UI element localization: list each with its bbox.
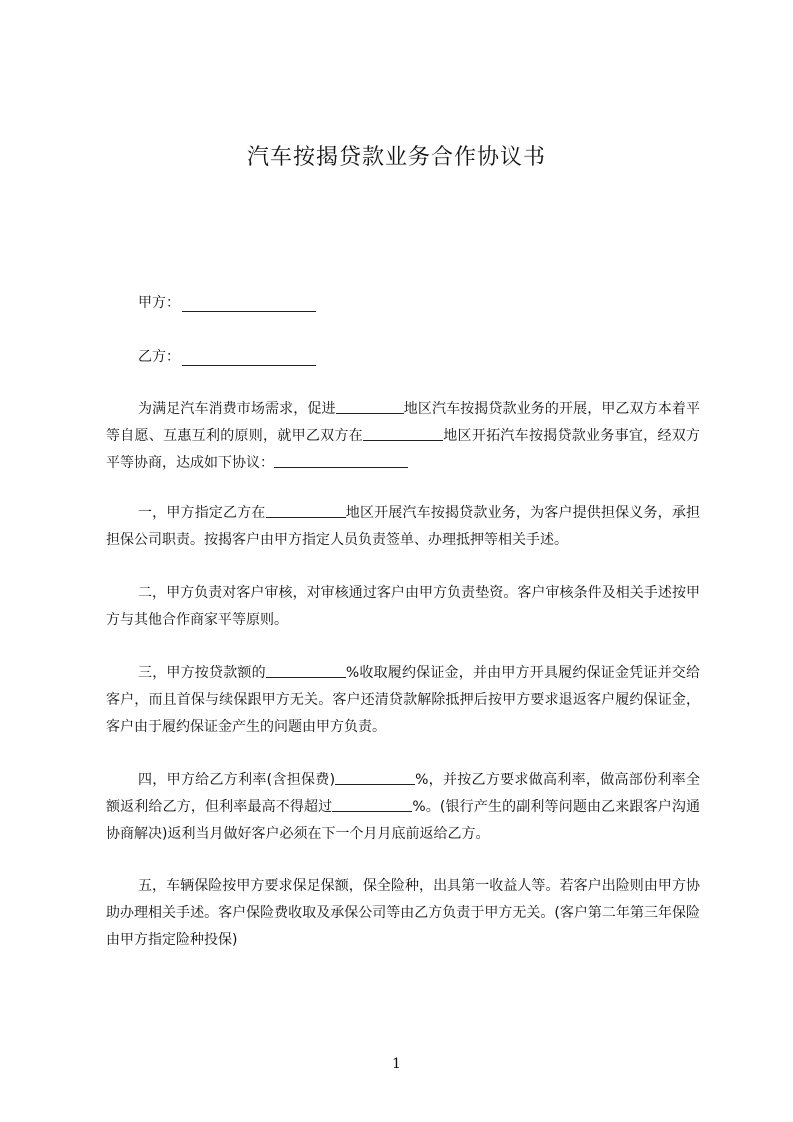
clause-4-paragraph (106, 767, 700, 848)
clause-2-paragraph (106, 580, 700, 634)
clause-4-text-1: 四，甲方给乙方利率(含担保费) (138, 772, 336, 788)
clause-1-text-1: 一，甲方指定乙方在 (138, 505, 266, 521)
agreement-blank (274, 453, 408, 468)
deposit-rate-blank (266, 663, 346, 678)
clause-1-text-2: 地区开展汽车按揭贷款业务，为客户提供担保义务，承担担保公司职责。按揭客户由甲方指定人员负责签单、办理抵押等相关手述。 (106, 505, 701, 548)
clause-3-paragraph (106, 660, 700, 741)
clause-3-text-2: %收取履约保证金，并由甲方开具履约保证金凭证并交给客户，而且首保与续保跟甲方无关。客户还清贷款解除抵押后按甲方要求退返客户履约保证金，客户由于履约保证金产生的问题由甲方负责。 (106, 665, 700, 735)
clause-5-text: 五，车辆保险按甲方要求保足保额，保全险种，出具第一收益人等。若客户出险则由甲方协助办理相关手述。客户保险费收取及承保公司等由乙方负责于甲方无关。(客户第二年第三年保险由甲方指定险种投保) (106, 878, 700, 948)
party-a-blank (182, 297, 316, 312)
party-b-blank (182, 351, 316, 366)
clause-1-paragraph (106, 500, 700, 554)
region-blank-2 (363, 426, 443, 441)
party-a-field (138, 292, 316, 312)
document-title: 汽车按揭贷款业务合作协议书 (246, 145, 546, 170)
interest-rate-blank (335, 770, 415, 785)
clause-4-text-3: %。(银行产生的副利等问题由乙来跟客户沟通协商解决)返利当月做好客户必须在下一个月月底前返给乙方。 (106, 799, 700, 842)
party-a-label: 甲方： (138, 295, 180, 311)
max-rate-blank (332, 797, 412, 812)
clause-1-region-blank (266, 503, 346, 518)
intro-text-3: 地区开拓汽车按揭贷款业务事宜，经双方平等协商，达成如下协议： (106, 428, 700, 471)
page-number: 1 (392, 1056, 401, 1072)
party-b-field (138, 346, 316, 366)
party-b-label: 乙方： (138, 349, 180, 365)
clause-4-text-2: %，并按乙方要求做高利率，做高部份利率全额返利给乙方，但利率最高不得超过 (106, 772, 700, 815)
intro-text-2: 地区汽车按揭贷款业务的开展，甲乙双方本着平等自愿、互惠互利的原则，就甲乙双方在 (106, 401, 701, 444)
intro-text-1: 为满足汽车消费市场需求，促进 (138, 401, 336, 417)
region-blank-1 (336, 399, 404, 414)
intro-paragraph (106, 396, 700, 477)
clause-5-paragraph (106, 873, 700, 954)
clause-3-text-1: 三，甲方按贷款额的 (138, 665, 266, 681)
clause-2-text: 二，甲方负责对客户审核，对审核通过客户由甲方负责垫资。客户审核条件及相关手述按甲方与其他合作商家平等原则。 (106, 585, 700, 628)
